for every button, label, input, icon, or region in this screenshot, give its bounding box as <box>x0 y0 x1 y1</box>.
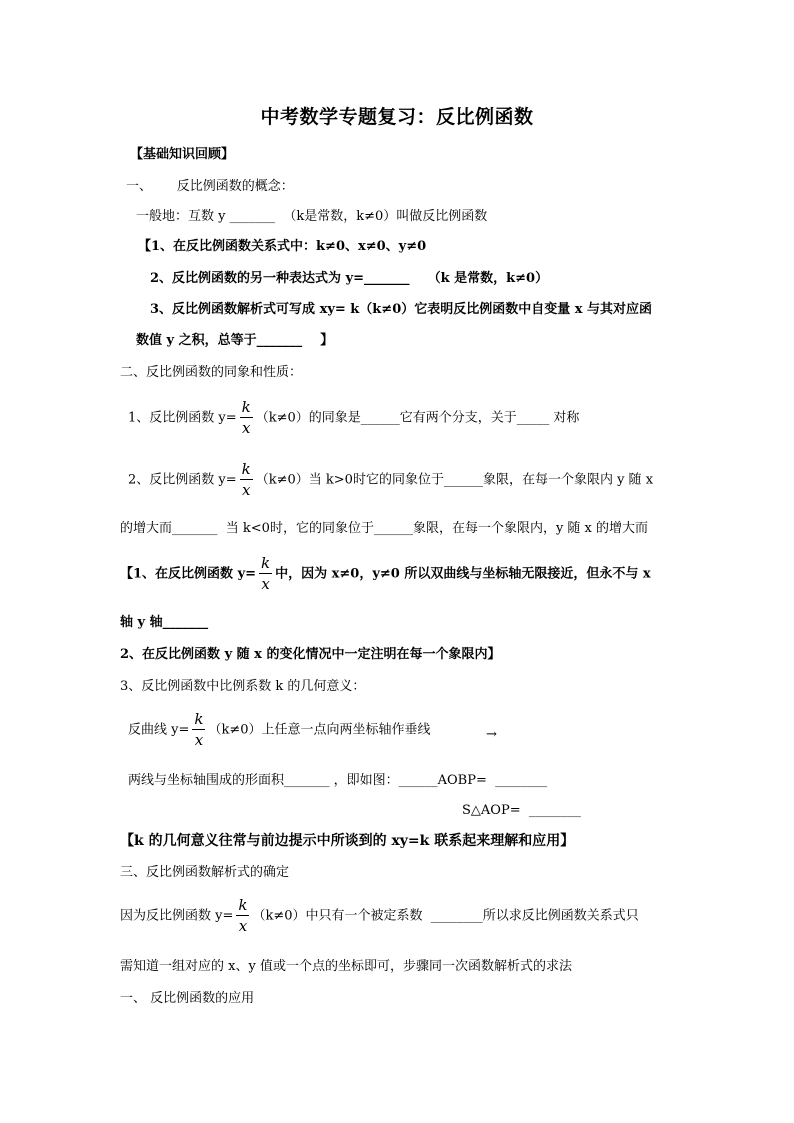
fraction-numerator: k <box>261 554 271 572</box>
s2-p3a-prefix: 反曲线 y= <box>128 722 190 738</box>
arrow-icon: → <box>486 727 497 742</box>
fraction-k-over-x <box>192 712 205 748</box>
s2-p1-prefix: 1、反比例函数 y= <box>128 410 237 426</box>
s2-property-3: 3、反比例函数中比例系数 k 的几何意义： <box>120 679 366 694</box>
s2-k-meaning-note: 【k 的几何意义往常与前边提示中所谈到的 xy=k 联系起来理解和应用】 <box>120 833 575 849</box>
s2-p3a-suffix: （k≠0）上任意一点向两坐标轴作垂线 <box>208 722 431 738</box>
s2-b1-suffix: 中，因为 x≠0，y≠0 所以双曲线与坐标轴无限接近，但永不与 x <box>275 566 651 582</box>
fraction-denominator: x <box>261 575 270 593</box>
fraction-denominator: x <box>241 419 251 437</box>
s3-prefix: 因为反比例函数 y= <box>120 908 234 924</box>
s1-note-2: 2、反比例函数的另一种表达式为 y=_______ （k 是常数，k≠0） <box>150 271 549 286</box>
fraction-numerator: k <box>238 896 248 914</box>
s2-property-3b: 两线与坐标轴围成的形面积_______ ，即如图：______AOBP= ________ <box>128 773 548 788</box>
fraction-denominator: x <box>194 731 204 749</box>
s2-heading: 二、反比例函数的同象和性质： <box>120 365 303 380</box>
s1-note-3a: 3、反比例函数解析式可写成 xy= k（k≠0）它表明反比例函数中自变量 x 与其对应函 <box>150 302 653 317</box>
fraction-numerator: k <box>241 398 251 416</box>
s1-note-1: 【1、在反比例函数关系式中：k≠0、x≠0、y≠0 <box>138 239 427 254</box>
s2-bold-note-1b: 轴 y 轴_______ <box>120 615 209 630</box>
s2-bold-note-1 <box>120 556 651 592</box>
fraction-k-over-x <box>240 400 253 436</box>
s1-note-3b: 数值 y 之积，总等于_______ 】 <box>136 333 334 348</box>
s2-p2-prefix: 2、反比例函数 y= <box>128 472 237 488</box>
s3-suffix: （k≠0）中只有一个被定系数 ________所以求反比例函数关系式只 <box>252 908 639 924</box>
s2-p1-suffix: （k≠0）的同象是______它有两个分支，关于_____ 对称 <box>255 410 580 426</box>
s4-heading: 一、 反比例函数的应用 <box>120 991 255 1006</box>
s2-property-2 <box>128 462 653 498</box>
s2-b1-prefix: 【1、在反比例函数 y= <box>120 566 257 582</box>
s3-paragraph-2: 需知道一组对应的 x、y 值或一个点的坐标即可，步骤同一次函数解析式的求法 <box>120 959 572 974</box>
s3-paragraph <box>120 898 639 934</box>
fraction-k-over-x <box>259 556 272 592</box>
fraction-numerator: k <box>241 460 251 478</box>
fraction-denominator: x <box>241 481 251 499</box>
s1-heading: 一、 反比例函数的概念： <box>126 179 294 194</box>
fraction-k-over-x <box>240 462 253 498</box>
page-title: 中考数学专题复习：反比例函数 <box>260 106 534 128</box>
s2-bold-note-2: 2、在反比例函数 y 随 x 的变化情况中一定注明在每一个象限内】 <box>120 647 501 662</box>
s2-property-3a <box>128 712 431 748</box>
s2-property-3c: S△AOP= ________ <box>462 803 581 818</box>
s1-definition: 一般地：互数 y _______ （k是常数，k≠0）叫做反比例函数 <box>136 209 488 224</box>
section-review-heading: 【基础知识回顾】 <box>130 147 235 162</box>
fraction-numerator: k <box>194 710 204 728</box>
s2-property-1 <box>128 400 579 436</box>
fraction-k-over-x <box>236 898 249 934</box>
s2-p2-suffix: （k≠0）当 k>0时它的同象位于______象限，在每一个象限内 y 随 x <box>255 472 654 488</box>
s3-heading: 三、反比例函数解析式的确定 <box>120 865 290 880</box>
fraction-denominator: x <box>238 917 248 935</box>
s2-property-2b: 的增大而_______ 当 k<0时，它的同象位于______象限，在每一个象限内，y 随 x 的增大而 <box>120 521 649 536</box>
